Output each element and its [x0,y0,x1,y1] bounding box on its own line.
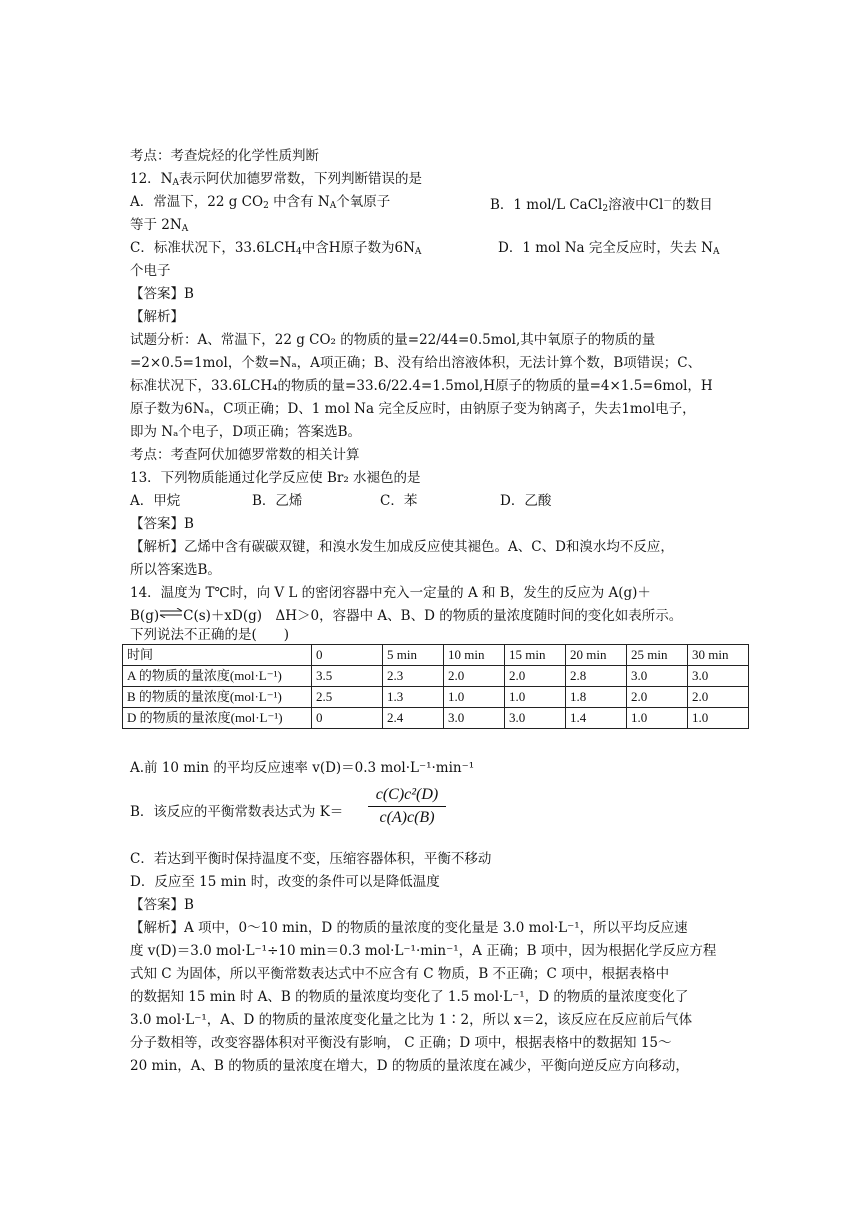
table-cell: 1.0 [627,708,688,729]
sub-2: 2 [263,201,269,211]
option-a: A.前 10 min 的平均反应速率 v(D)＝0.3 mol·L⁻¹·min⁻¹ [130,760,475,776]
table-cell: D 的物质的量浓度(mol·L⁻¹) [123,708,312,729]
question-13-option-c: C．苯 [380,493,418,509]
sub-a: A [414,247,422,257]
equilibrium-constant-fraction [368,786,446,827]
q14-products: C(s)＋xD(g) ΔH＞0，容器中 A、B、D 的物质的量浓度随时间的变化如表所示。 [183,608,683,624]
q12c-text2: 中含H原子数为6N [301,240,415,256]
option-d: D．反应至 15 min 时，改变的条件可以是降低温度 [130,874,440,890]
question-12-option-c [130,239,421,261]
q12a-text3: 个氧原子 [336,194,391,210]
table-header-cell: 时间 [123,645,312,666]
analysis-14-line-2: 度 v(D)＝3.0 mol·L⁻¹÷10 min＝0.3 mol·L⁻¹·min⁻¹，A 正确；B 项中，因为根据化学反应方程 [130,943,717,959]
q12d-text: D．1 mol Na 完全反应时，失去 N [498,240,713,256]
table-cell: 3.0 [505,708,566,729]
q12a-text2: 中含有 N [268,194,330,210]
fraction-bar [368,806,446,807]
analysis-12-line-3: 标准状况下，33.6LCH₄的物质的量=33.6/22.4=1.5mol,H原子的物质的量=4×1.5=6mol，H [130,378,713,394]
concentration-table [122,644,749,729]
answer-12: 【答案】B [130,286,194,302]
q12-text: 表示阿伏加德罗常数，下列判断错误的是 [179,171,422,187]
analysis-12-line-5: 即为 Nₐ个电子，D项正确；答案选B。 [130,424,362,440]
topic-12: 考点：考查阿伏加德罗常数的相关计算 [130,447,360,463]
q14-reactant: B(g) [130,608,160,624]
table-header-cell: 30 min [688,645,749,666]
table-header-cell: 20 min [566,645,627,666]
table-cell: 2.5 [312,687,383,708]
table-cell: 2.4 [383,708,444,729]
table-cell: 3.0 [444,708,505,729]
table-header-row [123,645,749,666]
topic-line: 考点：考查烷烃的化学性质判断 [130,148,319,164]
table-cell: 3.5 [312,666,383,687]
sub-2: 2 [602,204,609,214]
table-cell: 1.4 [566,708,627,729]
question-14-line-3: 下列说法不正确的是( ) [130,627,290,643]
question-13-option-a: A．甲烷 [130,493,181,509]
table-cell: 0 [312,708,383,729]
table-cell: 2.0 [505,666,566,687]
fraction-denominator: c(A)c(B) [379,809,435,826]
q12b-cont: 等于 2N [130,217,182,233]
analysis-14-line-1: 【解析】A 项中，0～10 min，D 的物质的量浓度的变化量是 3.0 mol·L⁻¹，所以平均反应速 [130,920,688,936]
sub-a: A [181,224,189,234]
question-12-option-b-cont [130,216,188,238]
sub-4: 4 [295,247,302,257]
table-cell: 1.0 [444,687,505,708]
table-cell: A 的物质的量浓度(mol·L⁻¹) [123,666,312,687]
question-12-option-d [498,239,720,261]
question-13-option-d: D．乙酸 [500,493,552,509]
table-cell: 3.0 [688,666,749,687]
question-12-option-b [490,193,713,218]
answer-14: 【答案】B [130,897,194,913]
question-14-line-1: 14．温度为 T℃时，向 V L 的密闭容器中充入一定量的 A 和 B，发生的反应为 A(g)＋ [130,585,651,601]
q12b-text2: 溶液中Cl [608,197,664,213]
option-b: B．该反应的平衡常数表达式为 K＝ [130,804,344,820]
option-c: C．若达到平衡时保持温度不变，压缩容器体积，平衡不移动 [130,851,492,867]
table-header-cell: 10 min [444,645,505,666]
question-12-option-a [130,193,390,215]
analysis-14-line-5: 3.0 mol·L⁻¹，A、D 的物质的量浓度变化量之比为 1∶2，所以 x＝2，该反应在反应前后气体 [130,1012,693,1028]
table-cell: 1.3 [383,687,444,708]
table-cell: 2.0 [688,687,749,708]
fraction-numerator: c(C)c²(D) [375,786,439,803]
analysis-14-line-4: 的数据知 15 min 时 A、B 的物质的量浓度均变化了 1.5 mol·L⁻¹，D 的物质的量浓度变化了 [130,989,689,1005]
analysis-12-line-4: 原子数为6Nₐ，C项正确；D、1 mol Na 完全反应时，由钠原子变为钠离子，失去1mol电子， [130,401,696,417]
sub-a: A [329,201,337,211]
question-12-option-d-cont: 个电子 [130,263,171,279]
analysis-14-line-3: 式知 C 为固体，所以平衡常数表达式中不应含有 C 物质，B 不正确；C 项中，根据表格中 [130,966,670,982]
question-14-line-2 [130,607,682,625]
analysis-13-line-1: 【解析】乙烯中含有碳碳双键，和溴水发生加成反应使其褪色。A、C、D和溴水均不反应， [130,539,674,555]
table-cell: 1.0 [505,687,566,708]
q12c-text: C．标准状况下，33.6LCH [130,240,296,256]
q12a-text: A．常温下，22 g CO [130,194,264,210]
table-row [123,708,749,729]
analysis-12-heading: 【解析】 [130,309,184,325]
question-13-option-b: B．乙烯 [252,493,303,509]
sub-a: A [172,178,179,188]
table-header-cell: 15 min [505,645,566,666]
analysis-13-line-2: 所以答案选B。 [130,562,221,578]
q12-num: 12．N [130,171,173,187]
table-header-cell: 5 min [383,645,444,666]
sub-a: A [713,247,720,257]
q12b-text3: 的数目 [672,197,713,213]
table-cell: 2.3 [383,666,444,687]
analysis-14-line-6: 分子数相等，改变容器体积对平衡没有影响， C 正确；D 项中，根据表格中的数据知 15～ [130,1035,672,1051]
table-row [123,687,749,708]
analysis-12-line-2: =2×0.5=1mol，个数=Nₐ，A项正确；B、没有给出溶液体积，无法计算个数，B项错误；C、 [130,355,702,371]
table-header-cell: 0 [312,645,383,666]
table-cell: 3.0 [627,666,688,687]
question-12-stem [130,170,422,192]
question-13-stem: 13．下列物质能通过化学反应使 Br₂ 水褪色的是 [130,470,421,486]
table-cell: 1.8 [566,687,627,708]
analysis-12-line-1: 试题分析：A、常温下，22 g CO₂ 的物质的量=22/44=0.5mol,其中氧原子的物质的量 [130,332,656,348]
sup-minus: － [663,197,673,207]
answer-13: 【答案】B [130,516,194,532]
table-header-cell: 25 min [627,645,688,666]
q12b-text: B．1 mol/L CaCl [490,197,603,213]
table-cell: 2.0 [444,666,505,687]
analysis-14-line-7: 20 min，A、B 的物质的量浓度在增大，D 的物质的量浓度在减少，平衡向逆反应方向移动， [130,1058,689,1074]
table-row [123,666,749,687]
equilibrium-arrow-icon [159,608,183,618]
table-cell: 1.0 [688,708,749,729]
table-cell: 2.8 [566,666,627,687]
table-cell: B 的物质的量浓度(mol·L⁻¹) [123,687,312,708]
table-cell: 2.0 [627,687,688,708]
